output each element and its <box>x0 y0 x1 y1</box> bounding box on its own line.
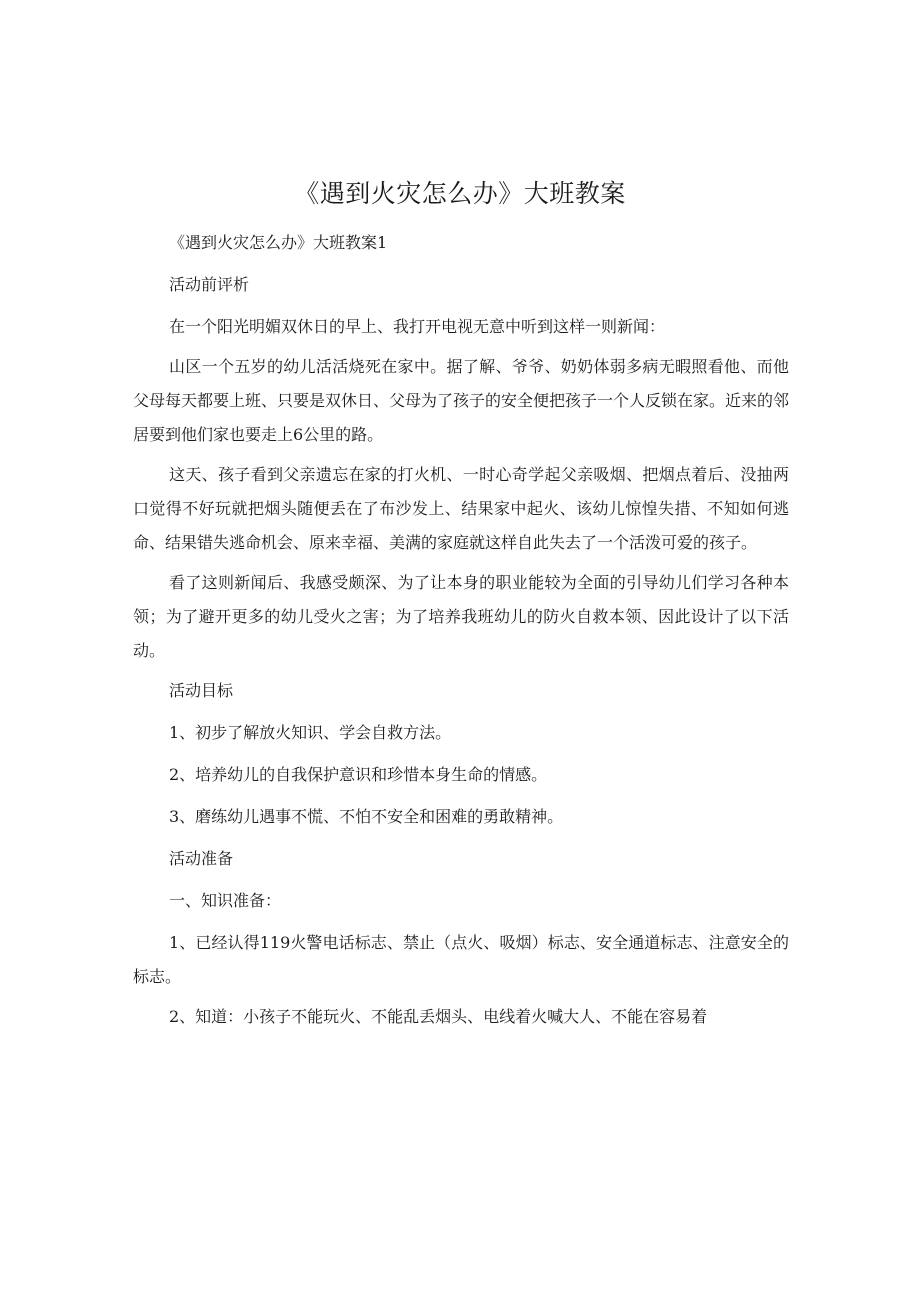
document-body <box>133 226 789 1040</box>
goal-item-2: 2、培养幼儿的自我保护意识和珍惜本身生命的情感。 <box>169 765 548 784</box>
paragraph-news-detail: 这天、孩子看到父亲遗忘在家的打火机、一时心奇学起父亲吸烟、把烟点着后、没抽两口觉得不好玩就把烟头随便丢在了布沙发上、结果家中起火、该幼儿惊惶失措、不知如何逃命、结果错失逃命机会、原来幸福、美满的家庭就这样自此失去了一个活泼可爱的孩子。 <box>133 465 789 552</box>
section-heading-preparation: 活动准备 <box>169 849 234 868</box>
paragraph-reflection: 看了这则新闻后、我感受颇深、为了让本身的职业能较为全面的引导幼儿们学习各种本领；为了避开更多的幼儿受火之害；为了培养我班幼儿的防火自救本领、因此设计了以下活动。 <box>133 573 789 660</box>
preparation-item-1: 1、已经认得119火警电话标志、禁止（点火、吸烟）标志、安全通道标志、注意安全的标志。 <box>133 933 789 986</box>
goal-item-3: 3、磨练幼儿遇事不慌、不怕不安全和困难的勇敢精神。 <box>169 807 564 826</box>
preparation-knowledge-heading: 一、知识准备： <box>169 891 282 910</box>
document-title: 《遇到火灾怎么办》大班教案 <box>294 179 626 208</box>
section-heading-goals: 活动目标 <box>169 681 234 700</box>
preparation-item-2: 2、知道：小孩子不能玩火、不能乱丢烟头、电线着火喊大人、不能在容易着 <box>169 1007 708 1026</box>
paragraph-news-intro: 在一个阳光明媚双休日的早上、我打开电视无意中听到这样一则新闻： <box>169 317 666 336</box>
goal-item-1: 1、初步了解放火知识、学会自救方法。 <box>169 723 452 742</box>
paragraph-news-story: 山区一个五岁的幼儿活活烧死在家中。据了解、爷爷、奶奶体弱多病无暇照看他、而他父母每天都要上班、只要是双休日、父母为了孩子的安全便把孩子一个人反锁在家。近来的邻居要到他们家也要走上6公里的路。 <box>133 357 790 444</box>
subtitle: 《遇到火灾怎么办》大班教案1 <box>169 233 388 252</box>
section-heading-pre-analysis: 活动前评析 <box>169 275 250 294</box>
